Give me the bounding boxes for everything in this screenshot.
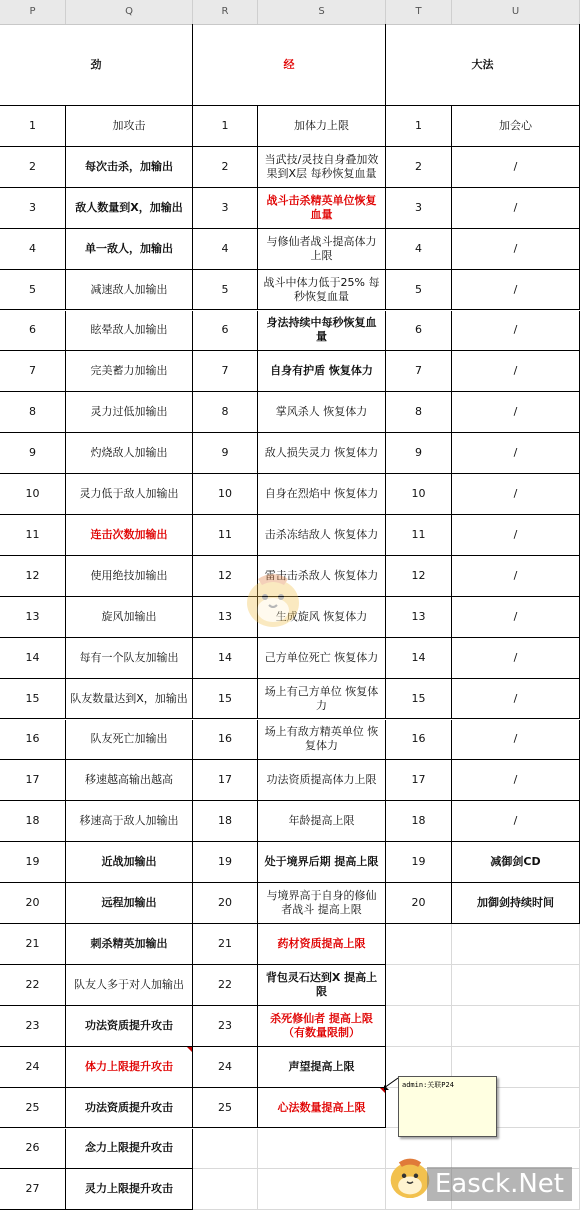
cell-R-25[interactable]: 25 xyxy=(193,1088,258,1129)
cell-Q-18[interactable]: 移速高于敌人加输出 xyxy=(66,801,193,842)
cell-Q-2[interactable]: 每次击杀，加输出 xyxy=(66,147,193,188)
empty-cell[interactable] xyxy=(193,1169,258,1210)
comment-connector xyxy=(384,1076,398,1090)
empty-cell[interactable] xyxy=(452,1006,580,1047)
empty-cell[interactable] xyxy=(386,1006,452,1047)
cell-R-11[interactable]: 11 xyxy=(193,515,258,556)
cell-U-5[interactable]: / xyxy=(452,270,580,311)
cell-S-9[interactable]: 敌人损失灵力 恢复体力 xyxy=(258,433,386,474)
cell-U-18[interactable]: / xyxy=(452,801,580,842)
empty-cell[interactable] xyxy=(258,1129,386,1170)
cell-S-19[interactable]: 处于境界后期 提高上限 xyxy=(258,842,386,883)
cell-R-8[interactable]: 8 xyxy=(193,392,258,433)
cell-U-16[interactable]: / xyxy=(452,720,580,761)
cell-Q-24[interactable]: 体力上限提升攻击 xyxy=(66,1047,193,1088)
cell-T-20[interactable]: 20 xyxy=(386,883,452,924)
cell-Q-25[interactable]: 功法资质提升攻击 xyxy=(66,1088,193,1129)
cell-Q-21[interactable]: 刺杀精英加输出 xyxy=(66,924,193,965)
cell-P-14[interactable]: 14 xyxy=(0,638,66,679)
cell-S-6[interactable]: 身法持续中每秒恢复血量 xyxy=(258,311,386,352)
cell-Q-13[interactable]: 旋风加输出 xyxy=(66,597,193,638)
header-jing[interactable]: 经 xyxy=(193,24,386,106)
cell-R-1[interactable]: 1 xyxy=(193,106,258,147)
cell-P-6[interactable]: 6 xyxy=(0,311,66,352)
cell-U-10[interactable]: / xyxy=(452,474,580,515)
cell-T-2[interactable]: 2 xyxy=(386,147,452,188)
cell-Q-27[interactable]: 灵力上限提升攻击 xyxy=(66,1169,193,1210)
cell-U-9[interactable]: / xyxy=(452,433,580,474)
cell-P-20[interactable]: 20 xyxy=(0,883,66,924)
cell-P-7[interactable]: 7 xyxy=(0,351,66,392)
cell-S-17[interactable]: 功法资质提高体力上限 xyxy=(258,760,386,801)
cell-Q-9[interactable]: 灼烧敌人加输出 xyxy=(66,433,193,474)
cell-P-8[interactable]: 8 xyxy=(0,392,66,433)
cell-P-16[interactable]: 16 xyxy=(0,720,66,761)
empty-cell[interactable] xyxy=(386,965,452,1006)
column-header-U[interactable]: U xyxy=(452,0,580,24)
cell-P-11[interactable]: 11 xyxy=(0,515,66,556)
cell-S-23[interactable]: 杀死修仙者 提高上限（有数量限制） xyxy=(258,1006,386,1047)
cell-S-20[interactable]: 与境界高于自身的修仙者战斗 提高上限 xyxy=(258,883,386,924)
cell-U-6[interactable]: / xyxy=(452,311,580,352)
cell-T-18[interactable]: 18 xyxy=(386,801,452,842)
cell-T-14[interactable]: 14 xyxy=(386,638,452,679)
cell-T-1[interactable]: 1 xyxy=(386,106,452,147)
cell-Q-4[interactable]: 单一敌人，加输出 xyxy=(66,229,193,270)
cell-T-12[interactable]: 12 xyxy=(386,556,452,597)
cell-T-7[interactable]: 7 xyxy=(386,351,452,392)
cell-P-23[interactable]: 23 xyxy=(0,1006,66,1047)
cell-R-6[interactable]: 6 xyxy=(193,311,258,352)
cell-Q-1[interactable]: 加攻击 xyxy=(66,106,193,147)
cell-P-9[interactable]: 9 xyxy=(0,433,66,474)
cell-S-1[interactable]: 加体力上限 xyxy=(258,106,386,147)
cell-Q-3[interactable]: 敌人数量到X，加输出 xyxy=(66,188,193,229)
cell-P-19[interactable]: 19 xyxy=(0,842,66,883)
cell-R-2[interactable]: 2 xyxy=(193,147,258,188)
cell-S-24[interactable]: 声望提高上限 xyxy=(258,1047,386,1088)
cell-Q-8[interactable]: 灵力过低加输出 xyxy=(66,392,193,433)
cell-T-17[interactable]: 17 xyxy=(386,760,452,801)
site-watermark: Easck.Net xyxy=(427,1167,572,1201)
cell-S-8[interactable]: 掌风杀人 恢复体力 xyxy=(258,392,386,433)
column-header-Q[interactable]: Q xyxy=(66,0,193,24)
column-header-P[interactable]: P xyxy=(0,0,66,24)
cell-P-17[interactable]: 17 xyxy=(0,760,66,801)
cell-R-4[interactable]: 4 xyxy=(193,229,258,270)
cell-Q-16[interactable]: 队友死亡加输出 xyxy=(66,720,193,761)
cell-R-16[interactable]: 16 xyxy=(193,720,258,761)
cell-Q-15[interactable]: 队友数量达到X，加输出 xyxy=(66,679,193,720)
header-dafa[interactable]: 大法 xyxy=(386,24,580,106)
cell-Q-19[interactable]: 近战加输出 xyxy=(66,842,193,883)
cell-S-25[interactable]: 心法数量提高上限 xyxy=(258,1088,386,1129)
cell-S-12[interactable]: 雷击击杀敌人 恢复体力 xyxy=(258,556,386,597)
cell-R-19[interactable]: 19 xyxy=(193,842,258,883)
cell-S-22[interactable]: 背包灵石达到X 提高上限 xyxy=(258,965,386,1006)
cell-U-13[interactable]: / xyxy=(452,597,580,638)
mascot-watermark-icon xyxy=(238,565,308,635)
cell-R-21[interactable]: 21 xyxy=(193,924,258,965)
cell-P-26[interactable]: 26 xyxy=(0,1129,66,1170)
cell-P-22[interactable]: 22 xyxy=(0,965,66,1006)
cell-S-3[interactable]: 战斗击杀精英单位恢复血量 xyxy=(258,188,386,229)
cell-P-15[interactable]: 15 xyxy=(0,679,66,720)
empty-cell[interactable] xyxy=(193,1129,258,1170)
cell-S-16[interactable]: 场上有敌方精英单位 恢复体力 xyxy=(258,720,386,761)
cell-R-22[interactable]: 22 xyxy=(193,965,258,1006)
column-header-bar xyxy=(0,0,580,25)
cell-Q-12[interactable]: 使用绝技加输出 xyxy=(66,556,193,597)
empty-cell[interactable] xyxy=(452,924,580,965)
cell-P-24[interactable]: 24 xyxy=(0,1047,66,1088)
cell-U-7[interactable]: / xyxy=(452,351,580,392)
comment-text: admin:关联P24 xyxy=(402,1081,454,1089)
cell-T-5[interactable]: 5 xyxy=(386,270,452,311)
comment-indicator-icon xyxy=(187,1047,192,1052)
cell-comment-box[interactable] xyxy=(398,1076,497,1137)
cell-T-10[interactable]: 10 xyxy=(386,474,452,515)
cell-Q-17[interactable]: 移速越高输出越高 xyxy=(66,760,193,801)
cell-Q-20[interactable]: 远程加输出 xyxy=(66,883,193,924)
cell-U-2[interactable]: / xyxy=(452,147,580,188)
cell-S-4[interactable]: 与修仙者战斗提高体力上限 xyxy=(258,229,386,270)
cell-P-2[interactable]: 2 xyxy=(0,147,66,188)
cell-S-14[interactable]: 己方单位死亡 恢复体力 xyxy=(258,638,386,679)
cell-R-9[interactable]: 9 xyxy=(193,433,258,474)
cell-R-15[interactable]: 15 xyxy=(193,679,258,720)
cell-U-11[interactable]: / xyxy=(452,515,580,556)
empty-cell[interactable] xyxy=(258,1169,386,1210)
cell-Q-5[interactable]: 减速敌人加输出 xyxy=(66,270,193,311)
cell-P-18[interactable]: 18 xyxy=(0,801,66,842)
cell-U-17[interactable]: / xyxy=(452,760,580,801)
cell-Q-11[interactable]: 连击次数加输出 xyxy=(66,515,193,556)
cell-T-6[interactable]: 6 xyxy=(386,311,452,352)
cell-P-27[interactable]: 27 xyxy=(0,1169,66,1210)
cell-U-14[interactable]: / xyxy=(452,638,580,679)
cell-P-1[interactable]: 1 xyxy=(0,106,66,147)
cell-R-17[interactable]: 17 xyxy=(193,760,258,801)
column-header-R[interactable]: R xyxy=(193,0,258,24)
cell-U-20[interactable]: 加御剑持续时间 xyxy=(452,883,580,924)
cell-R-14[interactable]: 14 xyxy=(193,638,258,679)
cell-T-8[interactable]: 8 xyxy=(386,392,452,433)
cell-T-11[interactable]: 11 xyxy=(386,515,452,556)
cell-R-12[interactable]: 12 xyxy=(193,556,258,597)
cell-T-4[interactable]: 4 xyxy=(386,229,452,270)
cell-P-3[interactable]: 3 xyxy=(0,188,66,229)
cell-R-3[interactable]: 3 xyxy=(193,188,258,229)
cell-R-5[interactable]: 5 xyxy=(193,270,258,311)
cell-U-3[interactable]: / xyxy=(452,188,580,229)
cell-S-18[interactable]: 年龄提高上限 xyxy=(258,801,386,842)
cell-U-15[interactable]: / xyxy=(452,679,580,720)
cell-Q-10[interactable]: 灵力低于敌人加输出 xyxy=(66,474,193,515)
cell-P-13[interactable]: 13 xyxy=(0,597,66,638)
cell-S-5[interactable]: 战斗中体力低于25% 每秒恢复血量 xyxy=(258,270,386,311)
cell-S-7[interactable]: 自身有护盾 恢复体力 xyxy=(258,351,386,392)
cell-R-18[interactable]: 18 xyxy=(193,801,258,842)
cell-Q-14[interactable]: 每有一个队友加输出 xyxy=(66,638,193,679)
cell-Q-26[interactable]: 念力上限提升攻击 xyxy=(66,1129,193,1170)
cell-T-16[interactable]: 16 xyxy=(386,720,452,761)
column-header-S[interactable]: S xyxy=(258,0,386,24)
cell-T-19[interactable]: 19 xyxy=(386,842,452,883)
cell-R-24[interactable]: 24 xyxy=(193,1047,258,1088)
empty-cell[interactable] xyxy=(452,965,580,1006)
cell-Q-22[interactable]: 队友人多于对人加输出 xyxy=(66,965,193,1006)
cell-S-15[interactable]: 场上有己方单位 恢复体力 xyxy=(258,679,386,720)
cell-U-19[interactable]: 减御剑CD xyxy=(452,842,580,883)
cell-Q-23[interactable]: 功法资质提升攻击 xyxy=(66,1006,193,1047)
cell-P-10[interactable]: 10 xyxy=(0,474,66,515)
cell-U-12[interactable]: / xyxy=(452,556,580,597)
cell-S-2[interactable]: 当武技/灵技自身叠加效果到X层 每秒恢复血量 xyxy=(258,147,386,188)
cell-P-12[interactable]: 12 xyxy=(0,556,66,597)
header-jin[interactable]: 劲 xyxy=(0,24,193,106)
empty-cell[interactable] xyxy=(386,924,452,965)
cell-U-4[interactable]: / xyxy=(452,229,580,270)
cell-S-10[interactable]: 自身在烈焰中 恢复体力 xyxy=(258,474,386,515)
cell-Q-7[interactable]: 完美蓄力加输出 xyxy=(66,351,193,392)
cell-S-11[interactable]: 击杀冻结敌人 恢复体力 xyxy=(258,515,386,556)
cell-S-13[interactable]: 生成旋风 恢复体力 xyxy=(258,597,386,638)
column-header-T[interactable]: T xyxy=(386,0,452,24)
cell-T-13[interactable]: 13 xyxy=(386,597,452,638)
cell-S-21[interactable]: 药材资质提高上限 xyxy=(258,924,386,965)
cell-U-1[interactable]: 加会心 xyxy=(452,106,580,147)
cell-R-13[interactable]: 13 xyxy=(193,597,258,638)
cell-R-7[interactable]: 7 xyxy=(193,351,258,392)
cell-T-15[interactable]: 15 xyxy=(386,679,452,720)
cell-P-21[interactable]: 21 xyxy=(0,924,66,965)
cell-P-25[interactable]: 25 xyxy=(0,1088,66,1129)
cell-P-4[interactable]: 4 xyxy=(0,229,66,270)
cell-T-3[interactable]: 3 xyxy=(386,188,452,229)
cell-P-5[interactable]: 5 xyxy=(0,270,66,311)
cell-R-20[interactable]: 20 xyxy=(193,883,258,924)
cell-R-23[interactable]: 23 xyxy=(193,1006,258,1047)
cell-R-10[interactable]: 10 xyxy=(193,474,258,515)
cell-U-8[interactable]: / xyxy=(452,392,580,433)
cell-T-9[interactable]: 9 xyxy=(386,433,452,474)
cell-Q-6[interactable]: 眩晕敌人加输出 xyxy=(66,311,193,352)
